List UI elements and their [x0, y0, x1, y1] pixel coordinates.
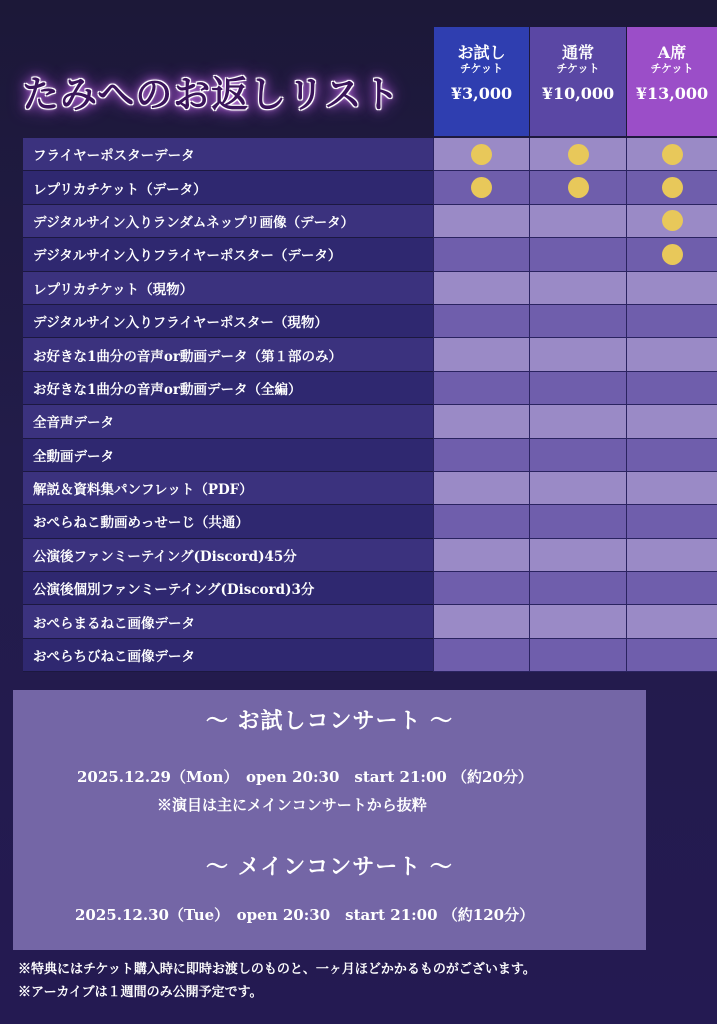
tier-cell — [626, 338, 717, 371]
included-dot-icon — [568, 144, 589, 165]
included-dot-icon — [662, 144, 683, 165]
reward-row — [23, 272, 717, 305]
tier-cell — [626, 639, 717, 672]
reward-label: 公演後ファンミーテイング(Discord)45分 — [23, 539, 433, 572]
reward-row — [23, 505, 717, 538]
tier-cell — [433, 272, 529, 305]
tier-cell — [626, 539, 717, 572]
tier-name: 通常 — [561, 43, 594, 62]
tier-cell — [626, 439, 717, 472]
reward-row — [23, 138, 717, 171]
tier-cell — [529, 505, 626, 538]
tier-name: お試し — [457, 43, 506, 62]
included-dot-icon — [662, 244, 683, 265]
tier-cell — [433, 539, 529, 572]
included-dot-icon — [568, 177, 589, 198]
included-dot-icon — [471, 144, 492, 165]
tier-cell — [529, 472, 626, 505]
concert-info-panel — [13, 690, 646, 950]
reward-row — [23, 171, 717, 204]
reward-row — [23, 338, 717, 371]
tier-cell — [626, 238, 717, 271]
reward-row — [23, 305, 717, 338]
reward-label: おぺらねこ動画めっせーじ（共通） — [23, 505, 433, 538]
tier-cell — [626, 171, 717, 204]
tier-cell — [529, 305, 626, 338]
tier-cell — [433, 305, 529, 338]
tier-cell — [433, 472, 529, 505]
tier-header-trial — [434, 27, 529, 136]
reward-row — [23, 639, 717, 672]
tier-cell — [626, 605, 717, 638]
tier-cell — [529, 572, 626, 605]
tier-cell — [433, 572, 529, 605]
footnote: ※特典にはチケット購入時に即時お渡しのものと、一ヶ月ほどかかるものがございます。 — [18, 962, 536, 977]
tier-cell — [626, 205, 717, 238]
trial-concert-schedule: 2025.12.29（Mon） open 20:30 start 21:00 （約20分） — [77, 768, 533, 786]
reward-row — [23, 205, 717, 238]
reward-table — [23, 138, 717, 672]
footnote: ※アーカイブは１週間のみ公開予定です。 — [18, 985, 263, 1000]
tier-cell — [433, 639, 529, 672]
reward-row — [23, 238, 717, 271]
tier-name: A席 — [657, 43, 687, 62]
reward-label: 解説＆資料集パンフレット（PDF） — [23, 472, 433, 505]
reward-label: お好きな1曲分の音声or動画データ（第１部のみ） — [23, 338, 433, 371]
reward-label: レプリカチケット（データ） — [23, 171, 433, 204]
tier-cell — [626, 472, 717, 505]
reward-row — [23, 372, 717, 405]
main-concert-heading: 〜 メインコンサート 〜 — [206, 854, 453, 880]
trial-concert-heading: 〜 お試しコンサート 〜 — [205, 708, 454, 734]
main-concert-schedule: 2025.12.30（Tue） open 20:30 start 21:00 （約120分） — [75, 906, 535, 924]
included-dot-icon — [662, 177, 683, 198]
reward-row — [23, 439, 717, 472]
tier-cell — [433, 238, 529, 271]
reward-label: おぺらちびねこ画像データ — [23, 639, 433, 672]
tier-cell — [433, 405, 529, 438]
tier-cell — [529, 272, 626, 305]
tier-sub: チケット — [556, 62, 600, 75]
tier-cell — [529, 372, 626, 405]
reward-label: デジタルサイン入りフライヤーポスター（データ） — [23, 238, 433, 271]
reward-label: デジタルサイン入りフライヤーポスター（現物） — [23, 305, 433, 338]
tier-cell — [626, 505, 717, 538]
tier-price: ¥3,000 — [450, 84, 513, 103]
tier-cell — [626, 272, 717, 305]
tier-cell — [529, 405, 626, 438]
footnotes — [18, 958, 536, 1004]
tier-cell — [529, 605, 626, 638]
tier-cell — [433, 205, 529, 238]
tier-price: ¥13,000 — [635, 84, 709, 103]
tier-cell — [626, 372, 717, 405]
tier-cell — [529, 238, 626, 271]
tier-cell — [433, 338, 529, 371]
tier-cell — [626, 405, 717, 438]
tier-sub: チケット — [650, 62, 694, 75]
tier-cell — [529, 138, 626, 171]
tier-cell — [626, 305, 717, 338]
reward-label: おぺらまるねこ画像データ — [23, 605, 433, 638]
tier-cell — [529, 439, 626, 472]
tier-cell — [529, 205, 626, 238]
tier-cell — [529, 171, 626, 204]
tier-cell — [529, 639, 626, 672]
reward-label: フライヤーポスターデータ — [23, 138, 433, 171]
included-dot-icon — [471, 177, 492, 198]
page-title: たみへのお返しリスト — [22, 73, 401, 116]
tier-cell — [626, 138, 717, 171]
tier-cell — [433, 138, 529, 171]
tier-price: ¥10,000 — [541, 84, 615, 103]
reward-label: お好きな1曲分の音声or動画データ（全編） — [23, 372, 433, 405]
tier-cell — [529, 539, 626, 572]
tier-cell — [433, 439, 529, 472]
reward-label: 全音声データ — [23, 405, 433, 438]
reward-label: 全動画データ — [23, 439, 433, 472]
tier-sub: チケット — [459, 62, 503, 75]
reward-label: レプリカチケット（現物） — [23, 272, 433, 305]
reward-label: 公演後個別ファンミーテイング(Discord)3分 — [23, 572, 433, 605]
trial-concert-note: ※演目は主にメインコンサートから抜粋 — [157, 796, 427, 814]
reward-row — [23, 405, 717, 438]
tier-cell — [626, 572, 717, 605]
tier-cell — [529, 338, 626, 371]
tier-header-a-seat — [627, 27, 717, 136]
tier-cell — [433, 372, 529, 405]
included-dot-icon — [662, 210, 683, 231]
reward-row — [23, 539, 717, 572]
reward-label: デジタルサイン入りランダムネップリ画像（データ） — [23, 205, 433, 238]
reward-row — [23, 472, 717, 505]
reward-row — [23, 572, 717, 605]
reward-row — [23, 605, 717, 638]
tier-cell — [433, 171, 529, 204]
tier-header-normal — [530, 27, 626, 136]
tier-cell — [433, 605, 529, 638]
tier-cell — [433, 505, 529, 538]
